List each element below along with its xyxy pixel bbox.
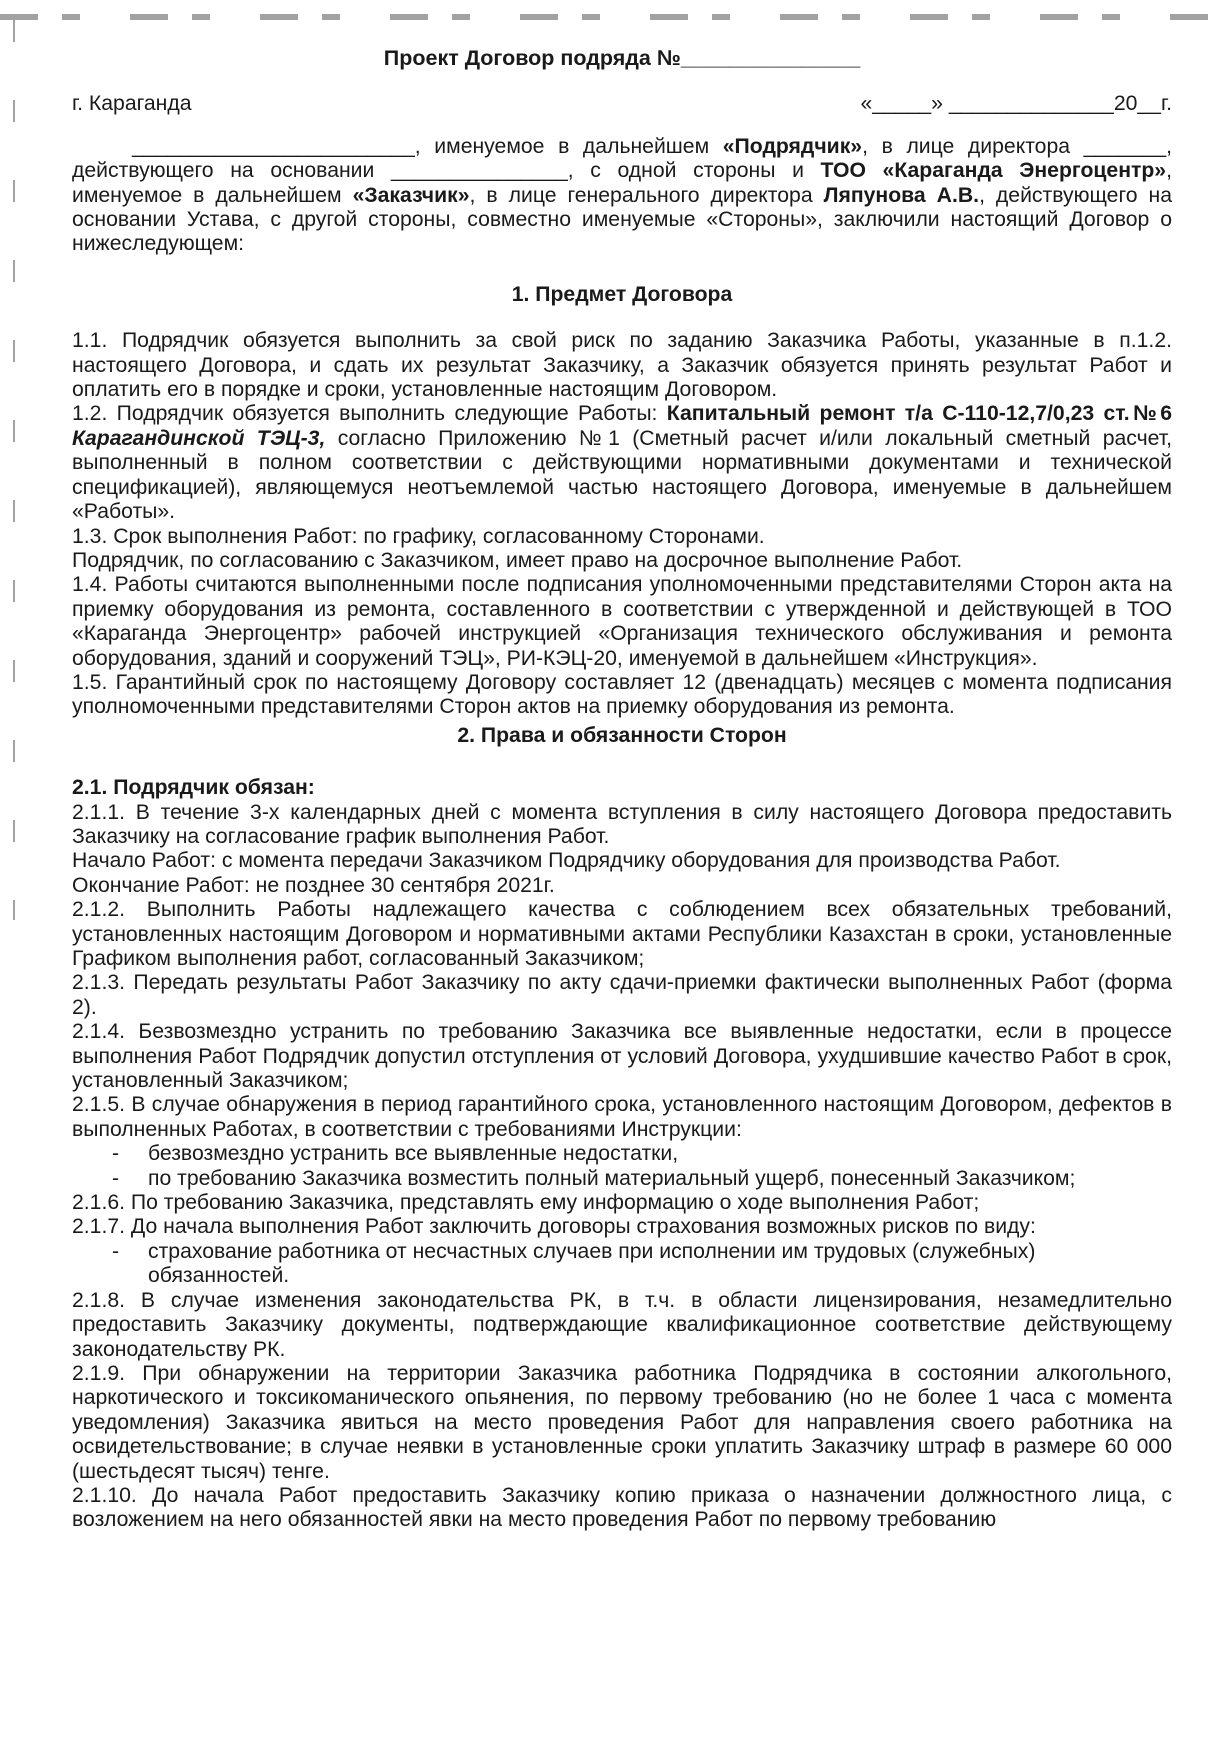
section-1-title: 1. Предмет Договора xyxy=(511,282,733,306)
clause-2-1-9: 2.1.9. При обнаружении на территории Заказчика работника Подрядчика в состоянии алкогольного, наркотического и токсикоманического опьянения, по первому требованию (но не более 1 часа с момента уведомления) Заказчика явиться на место проведения Работ для направления своего работника на освидетельствование; в случае неявки в установленные сроки уплатить Заказчику штраф в размере 60 000 (шестьдесят тысяч) тенге. xyxy=(72,1361,1172,1483)
customer-org: ТОО «Караганда Энергоцентр» xyxy=(820,159,1167,183)
list-item xyxy=(72,1167,1172,1191)
intro-text: , именуемое в дальнейшем xyxy=(72,159,1172,207)
clause-1-4: 1.4. Работы считаются выполненными после подписания уполномоченными представителями Сторон акта на приемку оборудования из ремонта, составленного в соответствии с утвержденной и действующей в ТОО «Караганда Энергоцентр» рабочей инструкцией «Организация технического обслуживания и ремонта оборудования, зданий и сооружений ТЭЦ», РИ-КЭЦ-20, именуемой в дальнейшем «Инструкция». xyxy=(72,573,1172,670)
clause-2-1-heading: 2.1. Подрядчик обязан: xyxy=(72,776,315,800)
scan-edge-top xyxy=(0,14,1225,20)
clause-2-1-4: 2.1.4. Безвозмездно устранить по требованию Заказчика все выявленные недостатки, если в процессе выполнения Работ Подрядчик допустил отступления от условий Договора, ухудшившие качество Работ в срок, установленный Заказчиком; xyxy=(72,1020,1172,1093)
clause-1-2 xyxy=(72,402,1172,524)
list-item xyxy=(72,1240,1172,1289)
clause-2-1-1: 2.1.1. В течение 3-х календарных дней с момента вступления в силу настоящего Договора предоставить Заказчику на согласование график выполнения Работ. xyxy=(72,800,1172,848)
director-name: Ляпунова А.В. xyxy=(823,183,980,207)
customer-term: «Заказчик» xyxy=(352,183,470,207)
date-placeholder: «_____» ______________20__г. xyxy=(860,92,1172,116)
dash-marker: - xyxy=(112,1142,120,1166)
clause-text: 1.2. Подрядчик обязуется выполнить следующие Работы: xyxy=(72,402,667,426)
clause-2-1-5: 2.1.5. В случае обнаружения в период гарантийного срока, установленного настоящим Договором, дефектов в выполненных Работах, в соответствии с требованиями Инструкции: xyxy=(72,1093,1172,1141)
list-item-text: страхование работника от несчастных случаев при исполнении им трудовых (служебных) обязанностей. xyxy=(148,1239,1036,1288)
plant-name: Карагандинской ТЭЦ-3, xyxy=(72,426,326,450)
clause-2-1-8: 2.1.8. В случае изменения законодательства РК, в т.ч. в области лицензирования, незамедлительно предоставить Заказчику документы, подтверждающие квалификационное соответствие действующему законодательству РК. xyxy=(72,1288,1172,1361)
work-object: Капитальный ремонт т/а С-110-12,7/0,23 ст.№6 xyxy=(666,402,1172,426)
clause-2-1-10: 2.1.10. До начала Работ предоставить Заказчику копию приказа о назначении должностного лица, с возложением на него обязанностей явки на место проведения Работ по первому требованию xyxy=(72,1483,1172,1532)
dash-marker: - xyxy=(112,1239,120,1263)
list-item xyxy=(72,1142,1172,1166)
clause-2-1-1-start: Начало Работ: с момента передачи Заказчиком Подрядчику оборудования для производства Работ. xyxy=(72,849,1061,873)
contract-page xyxy=(72,40,1172,1533)
contractor-term: «Подрядчик» xyxy=(722,134,863,158)
clause-2-1-3: 2.1.3. Передать результаты Работ Заказчику по акту сдачи-приемки фактически выполненных Работ (форма 2). xyxy=(72,971,1172,1019)
clause-1-1: 1.1. Подрядчик обязуется выполнить за свой риск по заданию Заказчика Работы, указанные в п.1.2. настоящего Договора, и сдать их результат Заказчику, а Заказчик обязуется принять результат Работ и оплатить его в порядке и сроки, установленные настоящим Договором. xyxy=(72,329,1172,402)
intro-text: , в лице директора _______, действующего на основании _______________, с одной стороны и xyxy=(72,134,1172,183)
clause-1-3-note: Подрядчик, по согласованию с Заказчиком, имеет право на досрочное выполнение Работ. xyxy=(72,548,963,572)
intro-text: , в лице генерального директора xyxy=(469,183,824,207)
scan-edge-left xyxy=(13,20,15,920)
clause-2-1-6: 2.1.6. По требованию Заказчика, представлять ему информацию о ходе выполнения Работ; xyxy=(72,1191,980,1215)
dash-marker: - xyxy=(112,1166,120,1190)
section-2-title: 2. Права и обязанности Сторон xyxy=(457,723,787,747)
city-date-line xyxy=(72,92,1172,116)
list-item-text: по требованию Заказчика возместить полный материальный ущерб, понесенный Заказчиком; xyxy=(148,1166,1076,1190)
list-item-text: безвозмездно устранить все выявленные недостатки, xyxy=(148,1142,679,1166)
clause-2-1-1-end: Окончание Работ: не позднее 30 сентября 2021г. xyxy=(72,873,555,897)
clause-1-3: 1.3. Срок выполнения Работ: по графику, согласованному Сторонами. xyxy=(72,524,765,548)
intro-paragraph xyxy=(72,135,1172,257)
city: г. Караганда xyxy=(72,92,192,116)
clause-2-1-2: 2.1.2. Выполнить Работы надлежащего качества с соблюдением всех обязательных требований, установленных настоящим Договором и нормативными актами Республики Казахстан в сроки, установленные Графиком выполнения работ, согласованный Заказчиком; xyxy=(72,898,1172,970)
document-title: Проект Договор подряда №_______________ xyxy=(383,46,861,70)
intro-text: ________________________, именуемое в дальнейшем xyxy=(132,134,723,158)
clause-1-5: 1.5. Гарантийный срок по настоящему Договору составляет 12 (двенадцать) месяцев с момента подписания уполномоченными представителями Сторон актов на приемку оборудования из ремонта. xyxy=(72,670,1172,719)
clause-2-1-7: 2.1.7. До начала выполнения Работ заключить договоры страхования возможных рисков по виду: xyxy=(72,1215,1036,1239)
intro-text: , действующего на основании Устава, с другой стороны, совместно именуемые «Стороны», заключили настоящий Договор о нижеследующем: xyxy=(72,183,1172,256)
clause-text: согласно Приложению №1 (Сметный расчет и/или локальный сметный расчет, выполненный в полном соответствии с действующими нормативными документами и технической спецификацией), являющемуся неотъемлемой частью настоящего Договора, именуемые в дальнейшем «Работы». xyxy=(72,426,1173,524)
